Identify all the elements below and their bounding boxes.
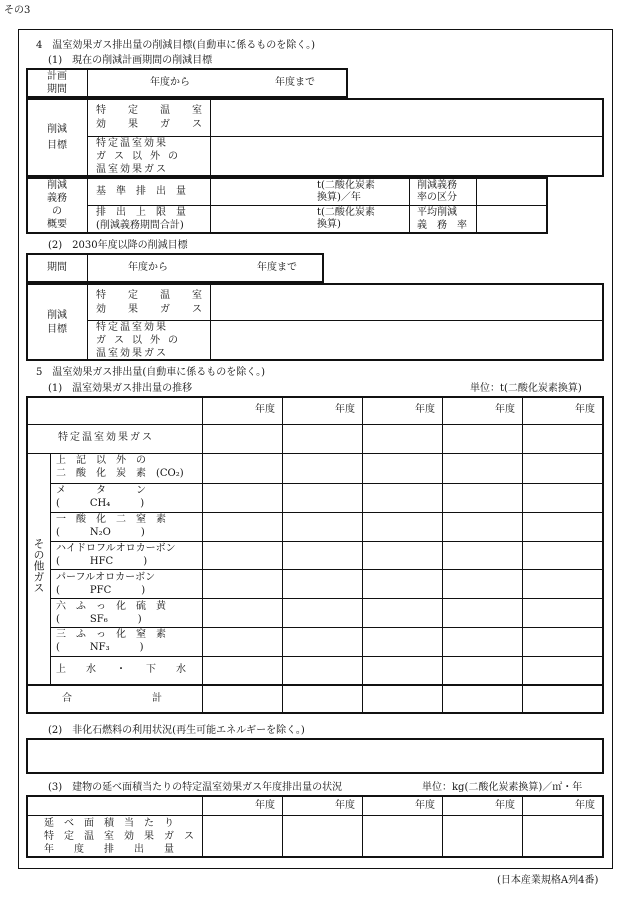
- year3-header-1: 年度: [255, 800, 275, 811]
- target2-label-2: 目標: [47, 324, 67, 335]
- gas-co2-2: 二 酸 化 炭 素 (CO₂): [56, 468, 184, 479]
- gas-co2-1: 上 記 以 外 の: [56, 455, 146, 466]
- gas-sewage: 上 水 ・ 下 水: [56, 664, 186, 675]
- avg-rate-2: 義 務 率: [417, 220, 467, 231]
- period2-from: 年度から: [128, 262, 168, 273]
- plan-period-label-1: 計画: [47, 71, 67, 82]
- sec5-sub1: (1) 温室効果ガス排出量の推移: [48, 383, 193, 394]
- gas-ch4-1: メ タ ン: [56, 485, 146, 496]
- cap-unit-2: 換算): [317, 219, 341, 230]
- period2-label: 期間: [47, 262, 67, 273]
- base-unit-2: 換算)／年: [317, 192, 361, 203]
- gas-hfc-2: ( HFC ): [56, 556, 148, 567]
- year3-header-4: 年度: [495, 800, 515, 811]
- total-label: 合 計: [62, 693, 162, 704]
- duty-class-1: 削減義務: [417, 180, 457, 191]
- area-label-1: 延 べ 面 積 当 た り: [44, 818, 174, 829]
- sec5-unit: 単位：t(二酸化炭素換算): [470, 383, 582, 394]
- cap-emission-label-2: (削減義務期間合計): [96, 220, 184, 231]
- gas-nf3-2: ( NF₃ ): [56, 642, 144, 653]
- duty-label-4: 概要: [47, 219, 67, 230]
- year-header-1: 年度: [255, 404, 275, 415]
- gas-n2o-1: 一 酸 化 二 窒 素: [56, 514, 166, 525]
- gas-pfc-2: ( PFC ): [56, 585, 146, 596]
- year3-header-3: 年度: [415, 800, 435, 811]
- target2-other-3: 温室効果ガス: [96, 348, 168, 359]
- year3-header-2: 年度: [335, 800, 355, 811]
- sec5-sub2: (2) 非化石燃料の利用状況(再生可能エネルギーを除く。): [48, 725, 305, 736]
- other-gas-label: その他ガス: [32, 538, 45, 593]
- page-label: その3: [4, 5, 31, 16]
- footer-note: (日本産業規格A列4番): [497, 875, 599, 886]
- target-other-2: ガ ス 以 外 の: [96, 151, 177, 162]
- target2-specific-2: 効 果 ガ ス: [96, 304, 208, 315]
- base-emission-label: 基 準 排 出 量: [96, 186, 186, 197]
- year-header-2: 年度: [335, 404, 355, 415]
- target2-other-2: ガ ス 以 外 の: [96, 335, 177, 346]
- area-label-2: 特 定 温 室 効 果 ガ ス: [44, 831, 194, 842]
- gas-pfc-1: パーフルオロカーボン: [56, 572, 156, 583]
- period2-to: 年度まで: [257, 262, 297, 273]
- plan-period-label-2: 期間: [47, 84, 67, 95]
- specific-gas-label: 特定温室効果ガス: [58, 432, 154, 443]
- target2-specific-1: 特 定 温 室: [96, 290, 208, 301]
- non-fossil-box[interactable]: [26, 738, 604, 774]
- sec5-title: 5 温室効果ガス排出量(自動車に係るものを除く。): [36, 367, 265, 378]
- sec4-title: 4 温室効果ガス排出量の削減目標(自動車に係るものを除く。): [36, 40, 315, 51]
- target-other-3: 温室効果ガス: [96, 164, 168, 175]
- target-other-1: 特定温室効果: [96, 138, 168, 149]
- sec4-sub1: (1) 現在の削減計画期間の削減目標: [48, 55, 213, 66]
- target2-label-1: 削減: [47, 310, 67, 321]
- year-header-3: 年度: [415, 404, 435, 415]
- target-specific-1: 特 定 温 室: [96, 105, 208, 116]
- gas-sf6-1: 六 ふ っ 化 硫 黄: [56, 601, 166, 612]
- avg-rate-1: 平均削減: [417, 207, 457, 218]
- gas-hfc-1: ハイドロフルオロカーボン: [56, 543, 176, 554]
- sec5-unit3: 単位：kg(二酸化炭素換算)／㎡・年: [422, 782, 583, 793]
- target-label-1: 削減: [47, 124, 67, 135]
- gas-n2o-2: ( N₂O ): [56, 527, 145, 538]
- plan-period-to: 年度まで: [275, 77, 315, 88]
- sec4-sub2: (2) 2030年度以降の削減目標: [48, 240, 188, 251]
- cap-emission-label-1: 排 出 上 限 量: [96, 207, 186, 218]
- cap-unit-1: t(二酸化炭素: [317, 207, 375, 218]
- gas-sf6-2: ( SF₆ ): [56, 614, 142, 625]
- base-unit-1: t(二酸化炭素: [317, 180, 375, 191]
- year3-header-5: 年度: [575, 800, 595, 811]
- year-header-5: 年度: [575, 404, 595, 415]
- gas-ch4-2: ( CH₄ ): [56, 498, 145, 509]
- duty-label-1: 削減: [47, 180, 67, 191]
- target-label-2: 目標: [47, 140, 67, 151]
- gas-nf3-1: 三 ふ っ 化 窒 素: [56, 629, 166, 640]
- duty-label-2: 義務: [47, 193, 67, 204]
- plan-period-from: 年度から: [150, 77, 190, 88]
- target2-other-1: 特定温室効果: [96, 322, 168, 333]
- duty-label-3: の: [52, 206, 62, 217]
- duty-class-2: 率の区分: [417, 192, 457, 203]
- sec5-sub3: (3) 建物の延べ面積当たりの特定温室効果ガス年度排出量の状況: [48, 782, 343, 793]
- area-label-3: 年 度 排 出 量: [44, 844, 174, 855]
- target-specific-2: 効 果 ガ ス: [96, 119, 208, 130]
- year-header-4: 年度: [495, 404, 515, 415]
